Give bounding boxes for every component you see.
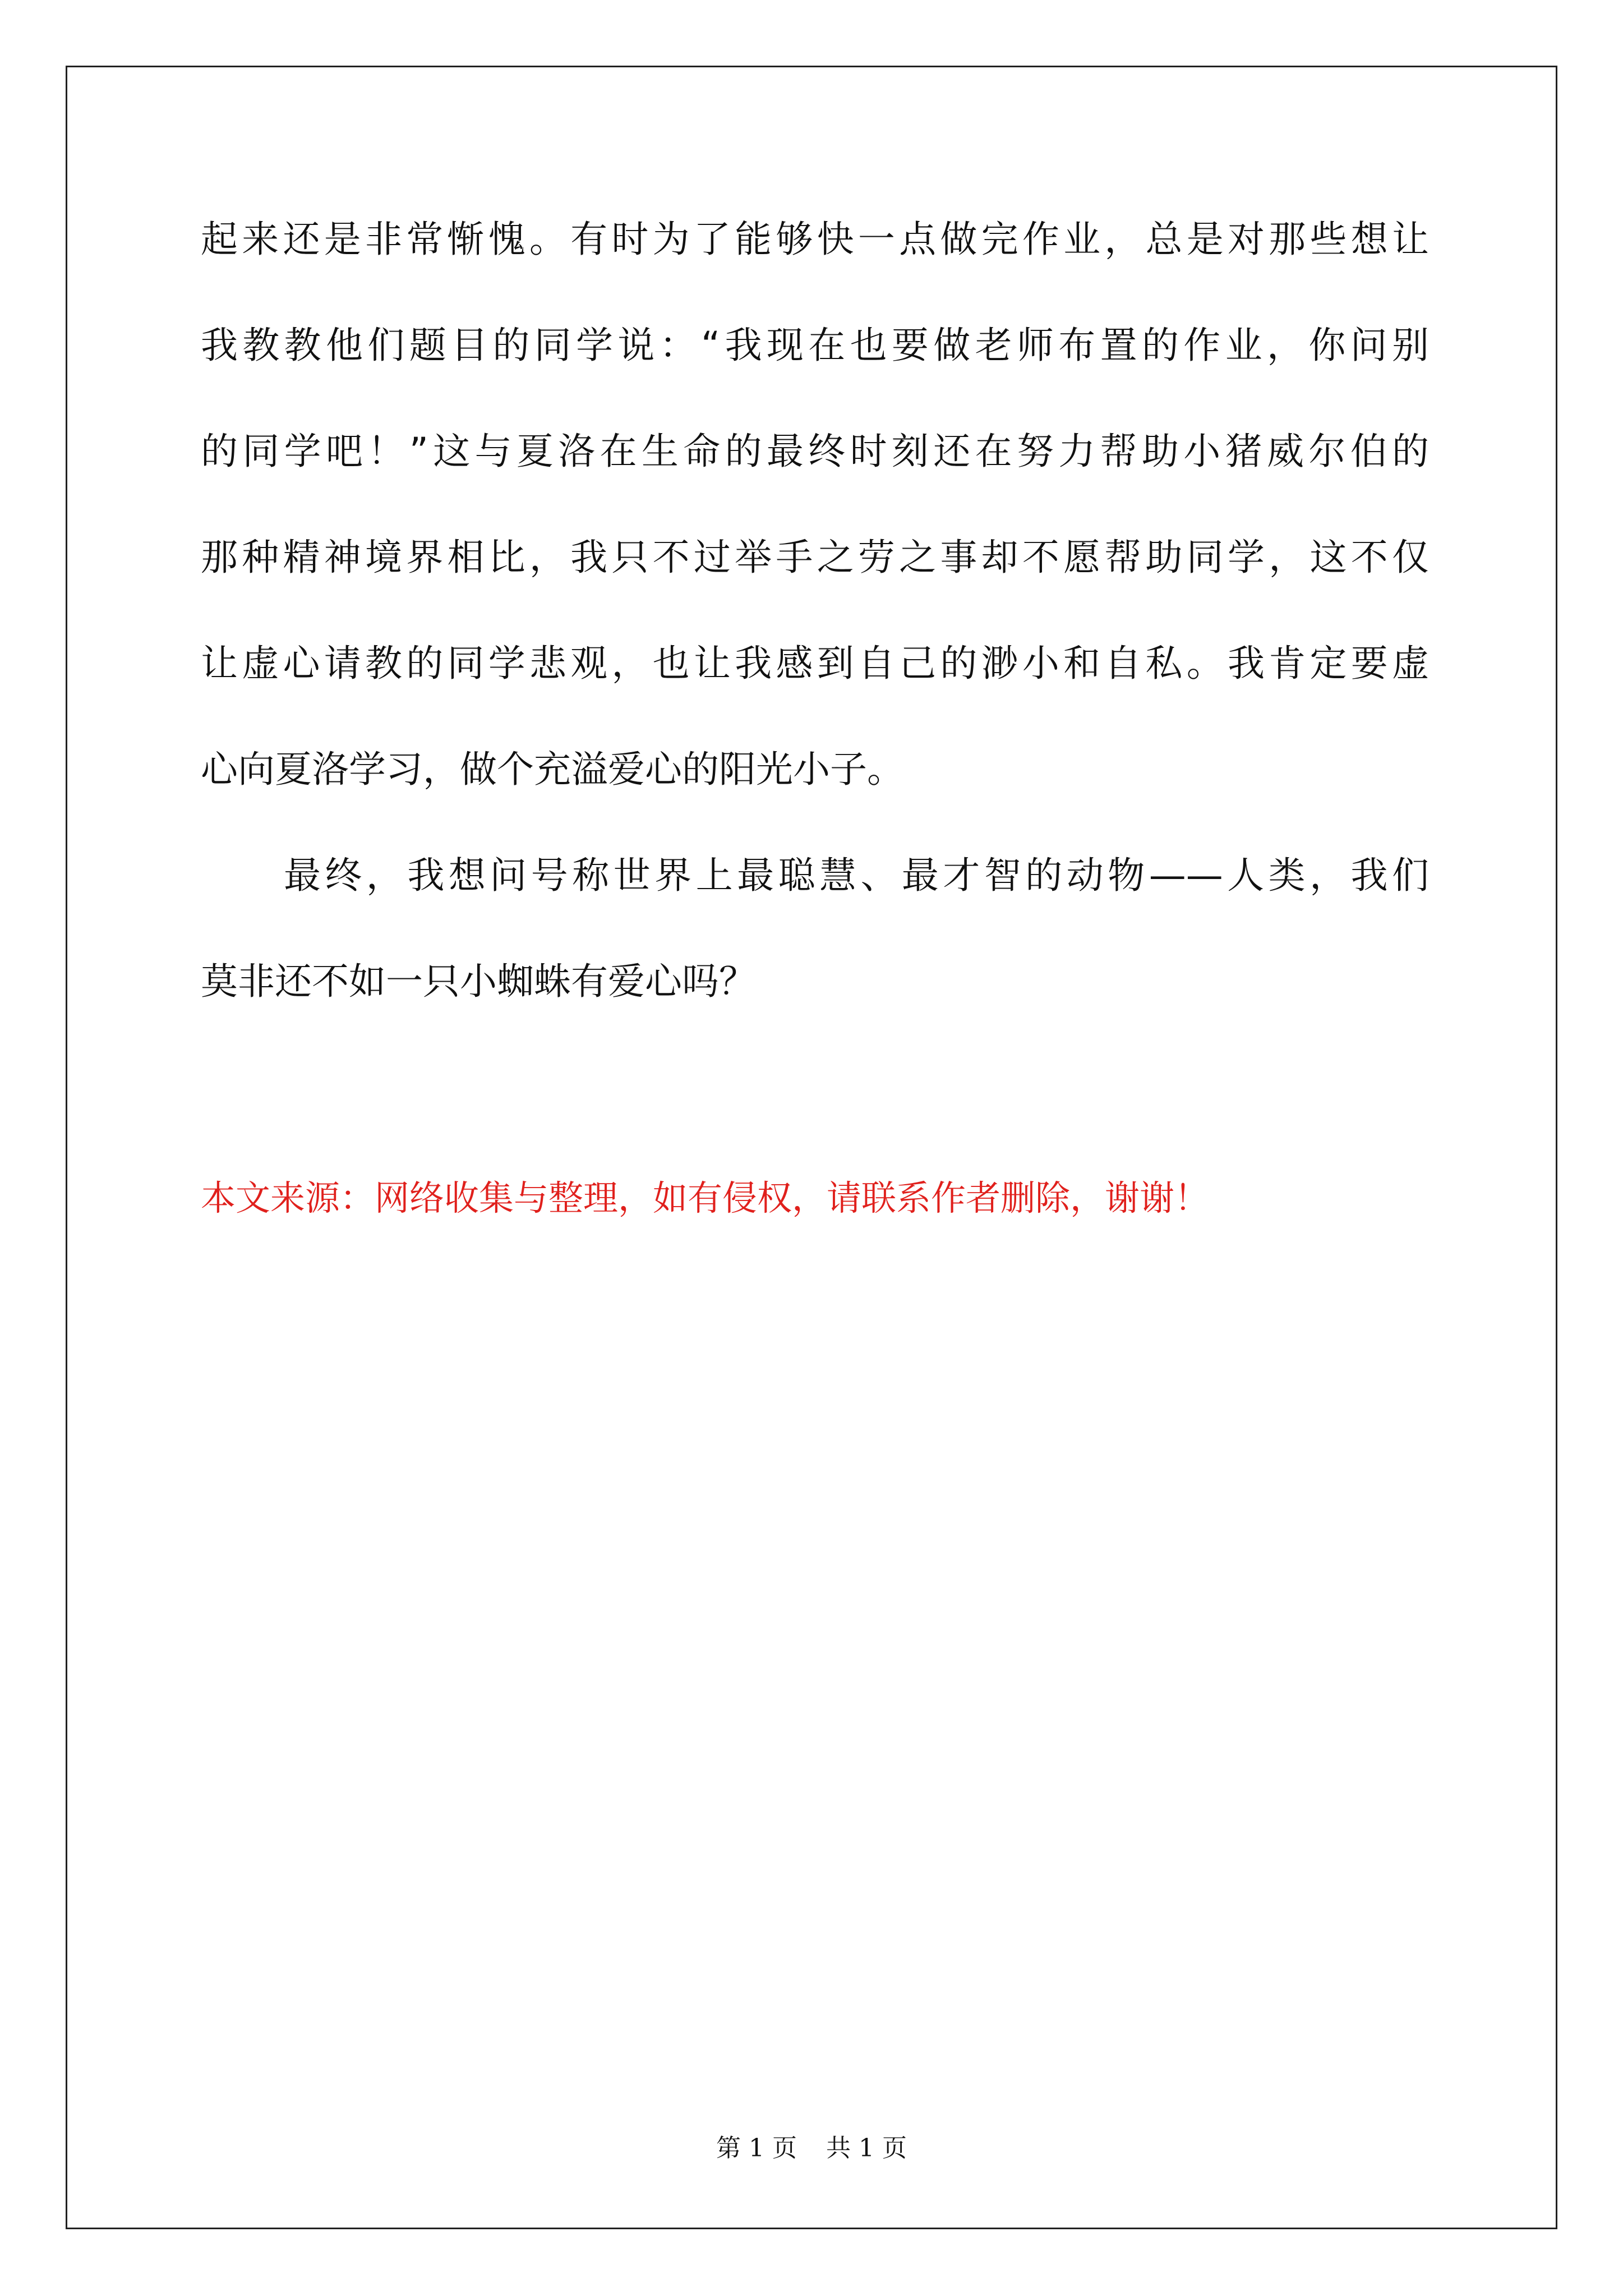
page-number: 第 1 页 — [716, 2134, 797, 2162]
paragraph-1-line-4: 那种精神境界相比，我只不过举手之劳之事却不愿帮助同学，这不仅 — [201, 536, 1429, 579]
paragraph-1-line-3: 的同学吧！”这与夏洛在生命的最终时刻还在努力帮助小猪威尔伯的 — [201, 430, 1429, 473]
page-footer — [0, 2134, 1623, 2162]
paragraph-2-line-2: 莫非还不如一只小蜘蛛有爱心吗？ — [201, 960, 756, 1003]
paragraph-1-line-2: 我教教他们题目的同学说：“我现在也要做老师布置的作业，你问别 — [201, 324, 1429, 367]
paragraph-2-line-1: 最终，我想问号称世界上最聪慧、最才智的动物——人类，我们 — [284, 854, 1429, 897]
page-count: 共 1 页 — [826, 2134, 907, 2162]
document-body — [201, 218, 1429, 1069]
paragraph-1-line-1: 起来还是非常惭愧。有时为了能够快一点做完作业，总是对那些想让 — [201, 218, 1429, 261]
paragraph-1-line-5: 让虚心请教的同学悲观，也让我感到自己的渺小和自私。我肯定要虚 — [201, 642, 1429, 685]
paragraph-1-line-6: 心向夏洛学习，做个充溢爱心的阳光小子。 — [201, 748, 904, 791]
source-disclaimer: 本文来源：网络收集与整理，如有侵权，请联系作者删除，谢谢！ — [201, 1177, 1210, 1218]
